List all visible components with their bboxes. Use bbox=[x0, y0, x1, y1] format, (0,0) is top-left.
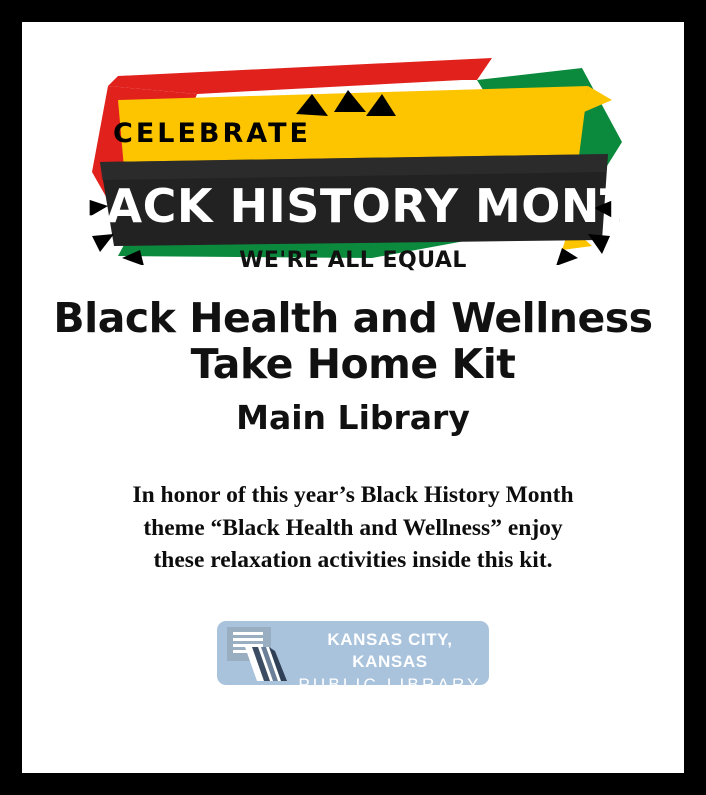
body-line-2: theme “Black Health and Wellness” enjoy bbox=[143, 514, 563, 541]
title-line-1: Black Health and Wellness bbox=[53, 294, 653, 342]
logo-line-1: KANSAS CITY, KANSAS bbox=[327, 629, 453, 671]
page-title bbox=[22, 295, 684, 437]
body-copy bbox=[68, 479, 638, 576]
badge-bottom-label: WE'RE ALL EQUAL bbox=[239, 248, 467, 273]
logo-line-2: PUBLIC LIBRARY bbox=[298, 674, 482, 694]
badge-bottom-label-wrap bbox=[22, 248, 684, 273]
badge-top-label: CELEBRATE bbox=[113, 118, 311, 149]
badge-main-label: BLACK HISTORY MONTH bbox=[41, 179, 671, 233]
body-line-3: these relaxation activities inside this kit. bbox=[153, 547, 553, 574]
books-icon bbox=[225, 625, 301, 683]
poster-card bbox=[22, 22, 684, 773]
body-line-1: In honor of this year’s Black History Month bbox=[132, 482, 574, 509]
logo-text bbox=[297, 629, 483, 697]
library-logo bbox=[217, 621, 489, 694]
black-history-month-badge bbox=[22, 50, 684, 273]
title-line-2: Take Home Kit bbox=[190, 340, 516, 389]
page-subtitle: Main Library bbox=[236, 397, 470, 437]
